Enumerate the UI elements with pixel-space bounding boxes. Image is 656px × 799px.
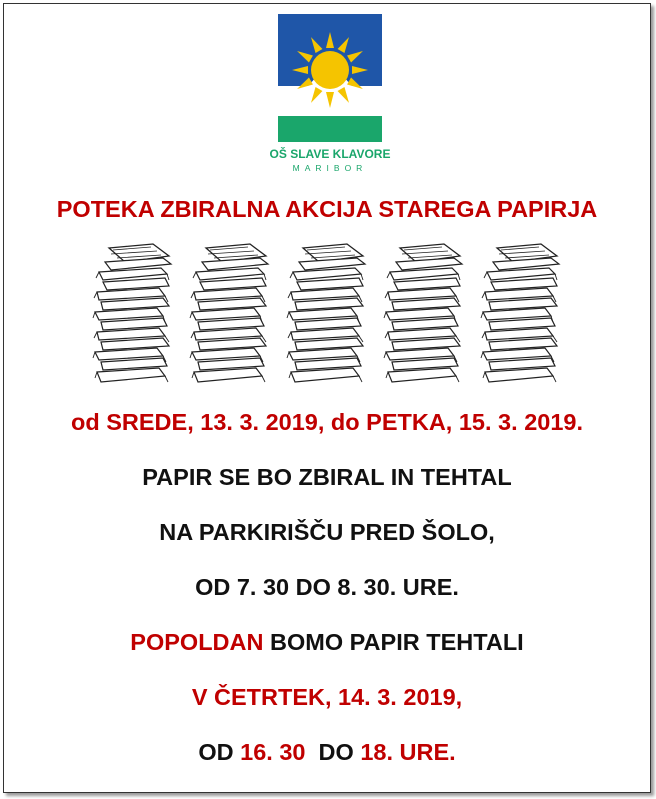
from-label: OD — [198, 739, 241, 765]
info-line-3: OD 7. 30 DO 8. 30. URE. — [195, 574, 459, 600]
afternoon-day: V ČETRTEK, 14. 3. 2019, — [191, 684, 463, 710]
afternoon-word: POPOLDAN — [130, 629, 264, 655]
afternoon-line — [4, 627, 650, 657]
collection-dates: od SREDE, 13. 3. 2019, do PETKA, 15. 3. 2019. — [71, 409, 583, 435]
paper-stack-icon — [384, 244, 462, 382]
afternoon-rest: BOMO PAPIR TEHTALI — [263, 629, 524, 655]
paper-stack-icon — [93, 244, 171, 382]
poster — [3, 3, 651, 793]
logo-city: MARIBOR — [292, 163, 368, 173]
headline: POTEKA ZBIRALNA AKCIJA STAREGA PAPIRJA — [56, 196, 598, 222]
logo-school-name: OŠ SLAVE KLAVORE — [269, 147, 391, 161]
to-time: 18. URE. — [360, 739, 456, 765]
school-logo — [269, 12, 391, 174]
to-label: DO — [305, 739, 361, 765]
from-time: 16. 30 — [240, 739, 306, 765]
paper-stack-icon — [287, 244, 365, 382]
paper-stack-icon — [190, 244, 268, 382]
info-line-1: PAPIR SE BO ZBIRAL IN TEHTAL — [142, 464, 512, 490]
info-line-2: NA PARKIRIŠČU PRED ŠOLO, — [159, 519, 495, 545]
afternoon-time-line — [4, 737, 650, 767]
paper-stack-icon — [481, 244, 559, 382]
paper-stacks — [91, 242, 571, 392]
sun-house-logo-icon — [278, 14, 382, 142]
